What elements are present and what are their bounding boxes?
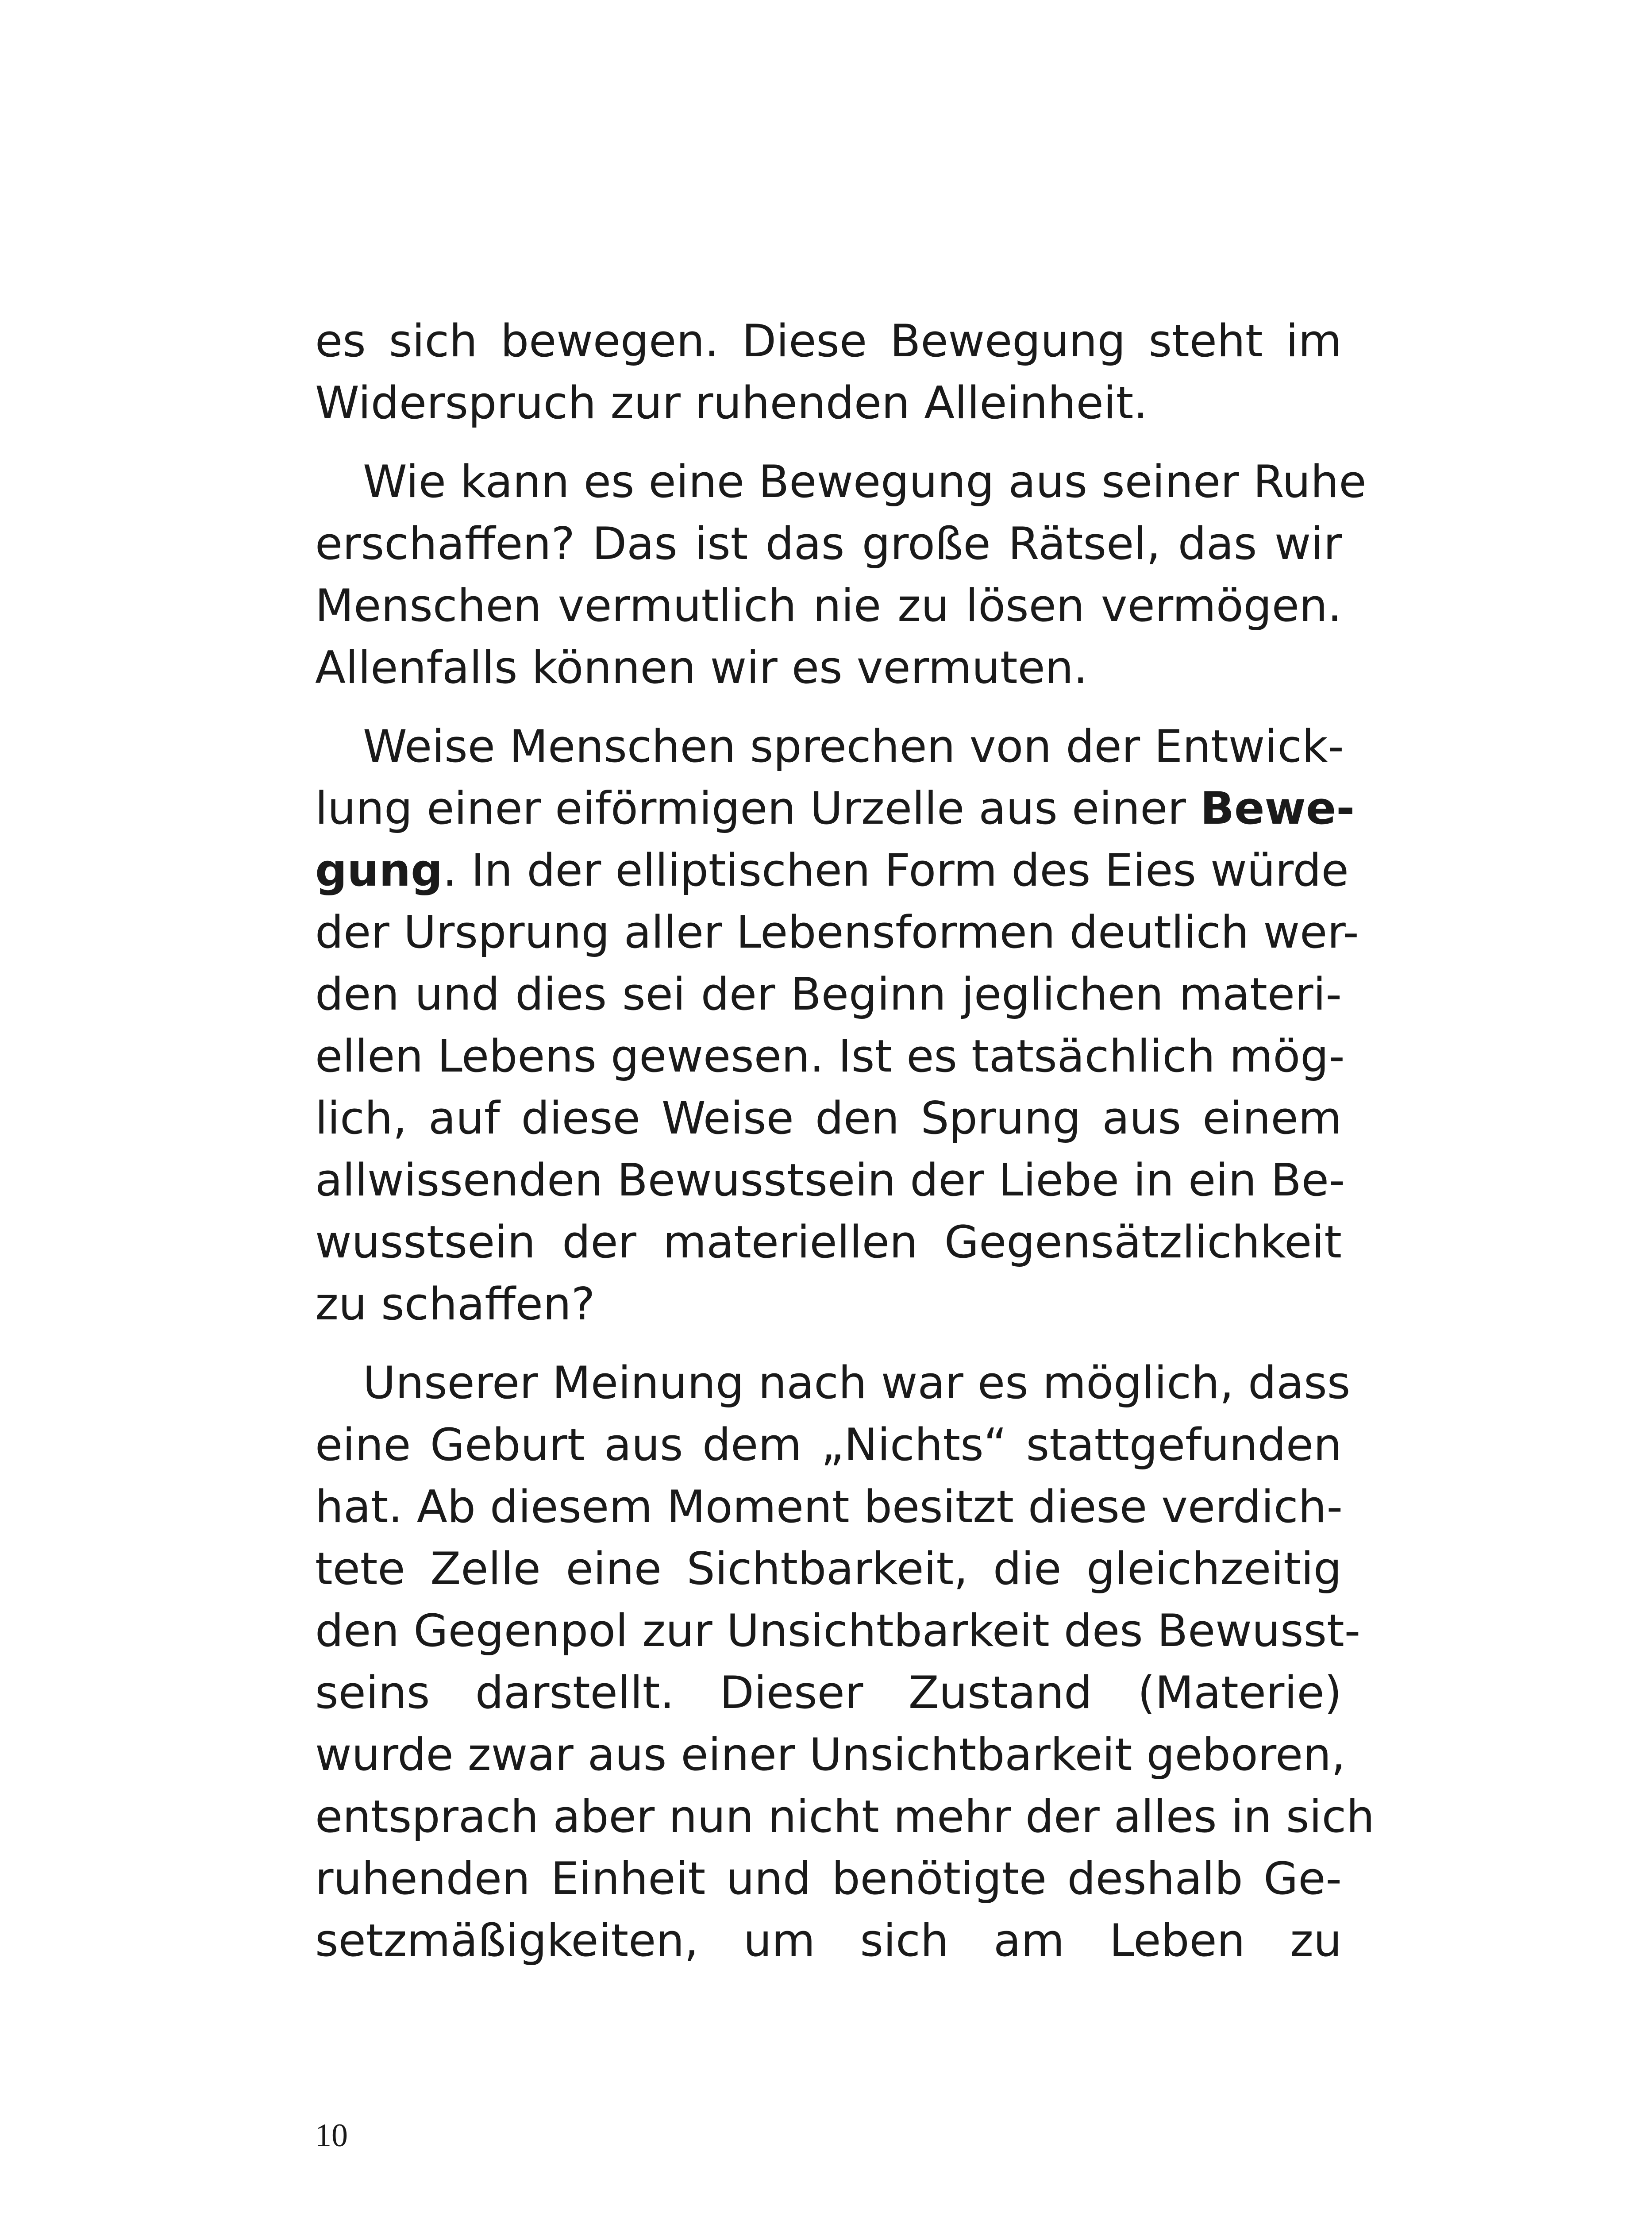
text-line: tete Zelle eine Sichtbarkeit, die gleichzeitig (315, 1542, 1342, 1595)
text-line (315, 777, 1355, 839)
text-line: eine Geburt aus dem „Nichts“ stattgefunden (315, 1419, 1342, 1471)
text-line (315, 839, 1349, 901)
text-line: lich, auf diese Weise den Sprung aus einem (315, 1092, 1342, 1144)
text-line: wusstsein der materiellen Gegensätzlichkeit (315, 1216, 1342, 1268)
text-line: Weise Menschen sprechen von der Entwick- (363, 720, 1344, 772)
text-line: der Ursprung aller Lebensformen deutlich wer- (315, 906, 1359, 958)
text-line: wurde zwar aus einer Unsichtbarkeit geboren, (315, 1728, 1346, 1781)
text-line: Allenfalls können wir es vermuten. (315, 641, 1088, 694)
page-number: 10 (315, 2117, 348, 2154)
text-line: ruhenden Einheit und benötigte deshalb Ge- (315, 1852, 1342, 1905)
text-line: setzmäßigkeiten, um sich am Leben zu (315, 1914, 1342, 1966)
text-line: Wie kann es eine Bewegung aus seiner Ruhe (363, 455, 1367, 508)
text-line: es sich bewegen. Diese Bewegung steht im (315, 315, 1342, 367)
text-line: seins darstellt. Dieser Zustand (Materie) (315, 1666, 1342, 1719)
text-fragment: lung einer eiförmigen Urzelle aus einer (315, 782, 1186, 834)
text-line: Widerspruch zur ruhenden Alleinheit. (315, 377, 1148, 429)
bold-term: Bewe- (1200, 782, 1355, 834)
text-line: allwissenden Bewusstsein der Liebe in ein Be- (315, 1154, 1345, 1206)
text-line: erschaffen? Das ist das große Rätsel, das wir (315, 517, 1342, 570)
text-line: Unserer Meinung nach war es möglich, dass (363, 1357, 1351, 1409)
text-line: zu schaffen? (315, 1278, 595, 1330)
text-line: den Gegenpol zur Unsichtbarkeit des Bewusst- (315, 1604, 1361, 1657)
text-line: den und dies sei der Beginn jeglichen materi- (315, 968, 1342, 1020)
text-line: hat. Ab diesem Moment besitzt diese verdich- (315, 1480, 1343, 1533)
text-fragment: . In der elliptischen Form des Eies würde (443, 844, 1349, 896)
bold-term: gung (315, 844, 443, 896)
text-line: Menschen vermutlich nie zu lösen vermögen. (315, 579, 1342, 632)
text-line: entsprach aber nun nicht mehr der alles in sich (315, 1790, 1375, 1843)
body-text (315, 310, 1375, 1971)
text-line: ellen Lebens gewesen. Ist es tatsächlich mög- (315, 1030, 1345, 1082)
